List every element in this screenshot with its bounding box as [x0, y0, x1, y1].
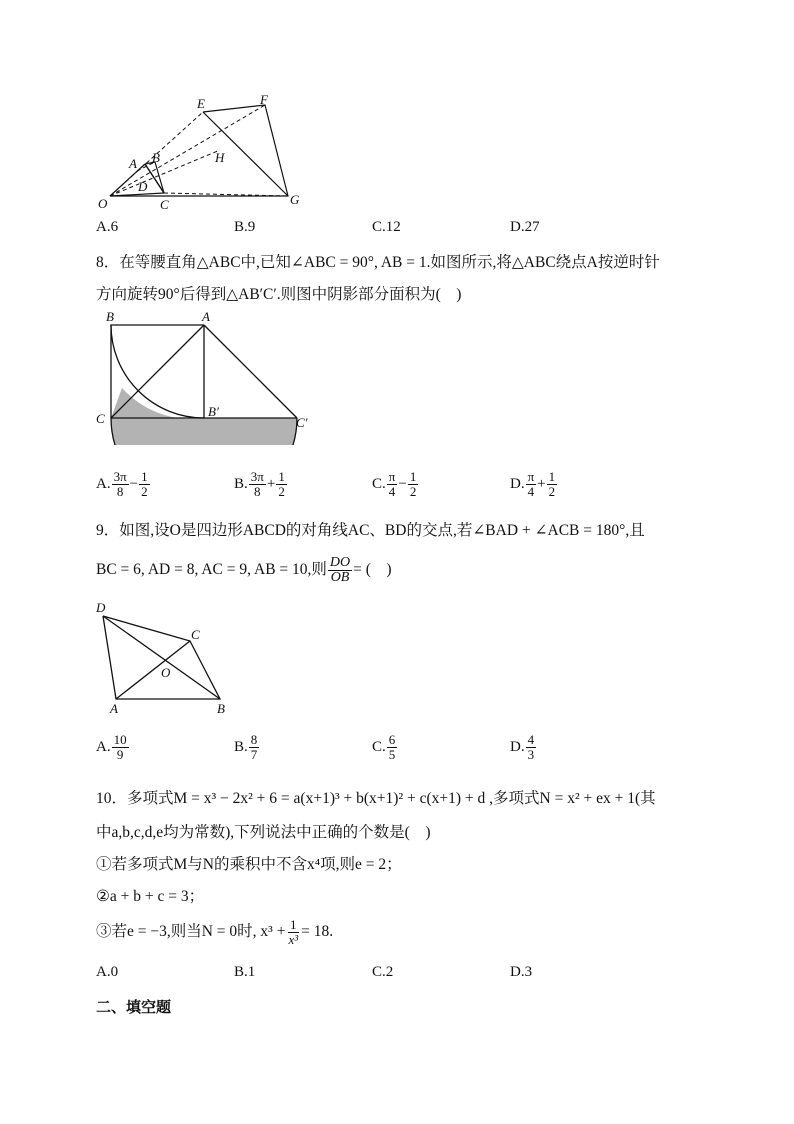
q8-option-num: 1	[548, 469, 556, 484]
q8-option-num: 3π	[250, 469, 264, 484]
q8-label-c-prime: C′	[296, 415, 308, 430]
q8-figure	[92, 305, 332, 445]
q9-label-B: B	[217, 701, 225, 716]
q8-option-op: +	[537, 475, 546, 492]
q7-label-C: C	[160, 197, 169, 212]
q8-option-den: 4	[388, 484, 396, 499]
q10-statement-1: ①若多项式M与N的乘积中不含x⁴项,则e = 2；	[96, 856, 402, 873]
q8-option-den: 4	[527, 484, 535, 499]
q8-option-op: +	[266, 475, 276, 492]
q9-option-letter: A.	[96, 738, 111, 755]
q8-option-den: 2	[409, 484, 417, 499]
q9-option-num: 6	[388, 732, 396, 747]
q8-option-den: 2	[278, 484, 285, 499]
q9-option-c[interactable]	[372, 733, 398, 762]
q8-label-B: B	[106, 309, 114, 324]
q8-option-letter: C.	[372, 475, 386, 492]
q8-option-den: 2	[548, 484, 556, 499]
q9-stem-suffix: = ( )	[353, 561, 392, 579]
q9-option-den: 3	[527, 747, 535, 762]
q9-option-letter: D.	[510, 738, 525, 755]
q10-stem-line2: 中a,b,c,d,e均为常数),下列说法中正确的个数是( )	[96, 824, 431, 841]
q8-option-den: 8	[254, 484, 261, 499]
q9-stem-line2	[96, 556, 392, 585]
q8-option-b[interactable]	[234, 470, 288, 499]
q9-label-O: O	[161, 665, 171, 680]
q8-stem-line2: 方向旋转90°后得到△AB′C′.则图中阴影部分面积为( )	[96, 286, 462, 303]
q7-option-a[interactable]: A.6	[96, 219, 119, 235]
q9-frac-num: DO	[329, 555, 351, 570]
q9-option-letter: C.	[372, 738, 386, 755]
q8-label-C: C	[96, 411, 105, 426]
q8-option-num: 1	[409, 469, 417, 484]
q8-label-A: A	[202, 309, 210, 324]
q9-figure	[90, 598, 250, 718]
q8-option-op: −	[398, 475, 407, 492]
q8-option-den: 8	[116, 484, 124, 499]
q8-stem-line1: 8．在等腰直角△ABC中,已知∠ABC = 90°, AB = 1.如图所示,将△ABC绕点A按逆时针	[96, 254, 660, 271]
q9-stem-prefix: BC = 6, AD = 8, AC = 9, AB = 10,则	[96, 561, 327, 579]
q8-option-letter: A.	[96, 475, 111, 492]
q7-option-d[interactable]: D.27	[510, 219, 540, 235]
q9-option-den: 5	[388, 747, 396, 762]
q7-label-F: F	[260, 92, 268, 107]
q7-figure	[90, 92, 310, 212]
q8-option-den: 2	[141, 484, 148, 499]
q9-option-den: 9	[116, 747, 124, 762]
q8-option-num: 1	[141, 469, 148, 484]
q10-stmt3-prefix: ③若e = −3,则当N = 0时, x³ +	[96, 923, 286, 941]
q7-label-G: G	[290, 192, 300, 207]
q9-option-num: 4	[527, 732, 535, 747]
q10-statement-3	[96, 918, 333, 947]
q8-option-letter: D.	[510, 475, 525, 492]
q9-label-C: C	[191, 627, 200, 642]
q10-statement-2: ②a + b + c = 3；	[96, 888, 205, 905]
q8-option-op: −	[129, 475, 139, 492]
q9-option-b[interactable]	[234, 733, 260, 762]
q10-stmt3-num: 1	[290, 917, 297, 932]
q9-option-num: 8	[250, 732, 258, 747]
q8-option-c[interactable]	[372, 470, 419, 499]
q9-label-A: A	[110, 701, 118, 716]
q8-option-num: π	[527, 469, 535, 484]
q7-label-O: O	[98, 196, 108, 211]
q8-option-a[interactable]	[96, 470, 151, 499]
q9-option-d[interactable]	[510, 733, 537, 762]
q8-option-d[interactable]	[510, 470, 558, 499]
q8-label-b-prime: B′	[208, 404, 219, 419]
q7-label-B: B	[152, 150, 160, 165]
q10-option-d[interactable]: D.3	[510, 964, 533, 980]
section-title: 二、填空题	[96, 999, 172, 1016]
q9-option-num: 10	[113, 732, 127, 747]
q9-label-D: D	[96, 600, 106, 615]
q7-label-E: E	[197, 96, 205, 111]
q8-option-num: 3π	[113, 469, 127, 484]
q9-frac-den: OB	[330, 570, 350, 585]
q9-stem-line1: 9．如图,设O是四边形ABCD的对角线AC、BD的交点,若∠BAD + ∠ACB = 180°,且	[96, 522, 645, 539]
q10-stem-line1: 10．多项式M = x³ − 2x² + 6 = a(x+1)³ + b(x+1)² + c(x+1) + d ,多项式N = x² + ex + 1(其	[96, 790, 656, 807]
q10-option-c[interactable]: C.2	[372, 964, 394, 980]
q7-option-c[interactable]: C.12	[372, 219, 401, 235]
q9-option-den: 7	[250, 747, 258, 762]
q8-option-letter: B.	[234, 475, 248, 492]
q10-stmt3-den: x³	[288, 932, 299, 947]
q7-option-b[interactable]: B.9	[234, 219, 256, 235]
q9-option-letter: B.	[234, 738, 248, 755]
q8-option-num: π	[388, 469, 396, 484]
q8-option-num: 1	[278, 469, 285, 484]
q7-label-D: D	[138, 179, 148, 194]
q10-option-a[interactable]: A.0	[96, 964, 119, 980]
q10-option-b[interactable]: B.1	[234, 964, 256, 980]
q10-stmt3-suffix: = 18.	[301, 923, 334, 941]
q7-label-H: H	[215, 150, 225, 165]
q9-option-a[interactable]	[96, 733, 130, 762]
q7-label-A: A	[129, 156, 137, 171]
